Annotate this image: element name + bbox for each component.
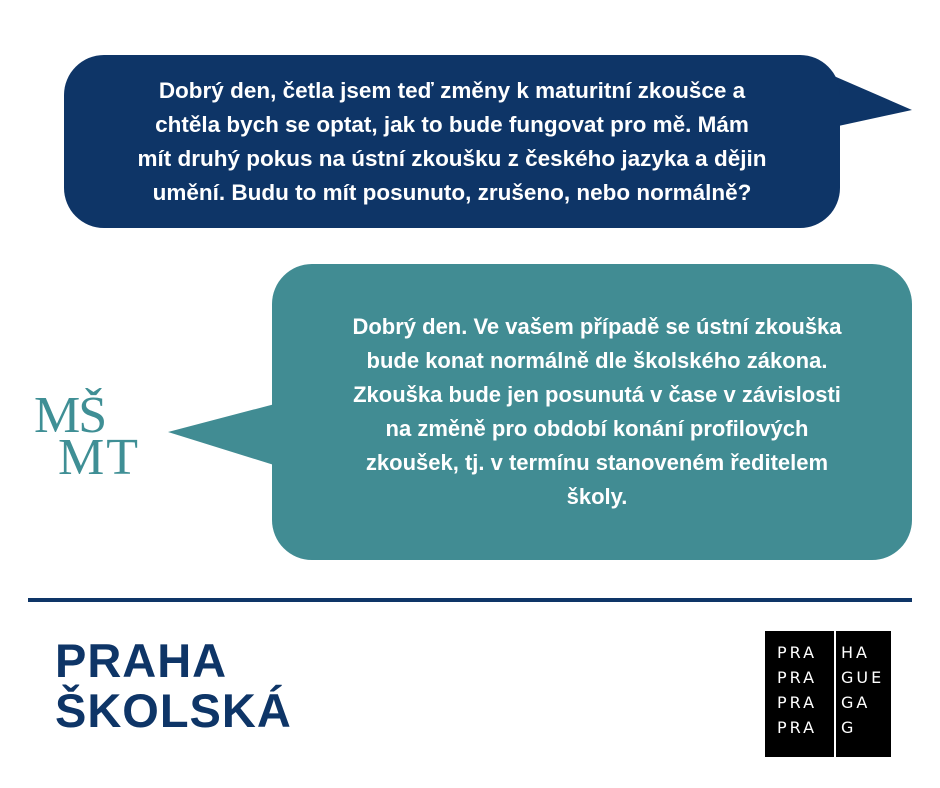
praha-logo-left-text: PRA <box>777 693 818 712</box>
answer-line: Dobrý den. Ve vašem případě se ústní zkouška <box>352 314 842 339</box>
question-line: Dobrý den, četla jsem teď změny k maturitní zkoušce a <box>158 77 746 103</box>
praha-logo-right-text: GA <box>841 693 871 712</box>
msmt-logo-bottom: MT <box>58 429 140 480</box>
answer-line: Zkouška bude jen posunutá v čase v závislosti <box>353 382 841 407</box>
question-line: chtěla bych se optat, jak to bude fungovat pro mě. Mám <box>155 111 749 137</box>
answer-line: na změně pro období konání profilových <box>385 416 809 441</box>
answer-line: zkoušek, tj. v termínu stanoveném ředitelem <box>365 450 829 475</box>
praha-logo-right-text: G <box>841 718 857 737</box>
praha-logo-left-column <box>777 640 817 740</box>
praha-logo-left-text: PRA <box>777 668 818 687</box>
footer-divider <box>28 598 912 602</box>
praha-logo-separator <box>834 631 836 757</box>
praha-logo-right-text: GUE <box>841 668 885 687</box>
msmt-logo-top: MŠ <box>34 388 106 444</box>
praha-logo-left-text: PRA <box>777 643 818 662</box>
answer-bubble <box>272 264 912 560</box>
praha-logo-left-text: PRA <box>777 718 818 737</box>
answer-line: školy. <box>566 484 628 509</box>
question-text <box>138 74 767 210</box>
praha-city-logo <box>765 631 891 757</box>
answer-text <box>352 310 841 514</box>
question-bubble <box>64 55 840 228</box>
wordmark-line-1: PRAHA <box>55 634 228 687</box>
question-line: mít druhý pokus na ústní zkoušku z českého jazyka a dějin <box>137 145 767 171</box>
praha-logo-right-column <box>841 640 884 740</box>
praha-logo-right-text: HA <box>841 643 870 662</box>
question-line: umění. Budu to mít posunuto, zrušeno, nebo normálně? <box>152 179 752 205</box>
msmt-logo <box>30 388 170 480</box>
praha-skolska-wordmark <box>55 636 292 736</box>
answer-line: bude konat normálně dle školského zákona. <box>366 348 828 373</box>
wordmark-line-2: ŠKOLSKÁ <box>55 684 292 737</box>
